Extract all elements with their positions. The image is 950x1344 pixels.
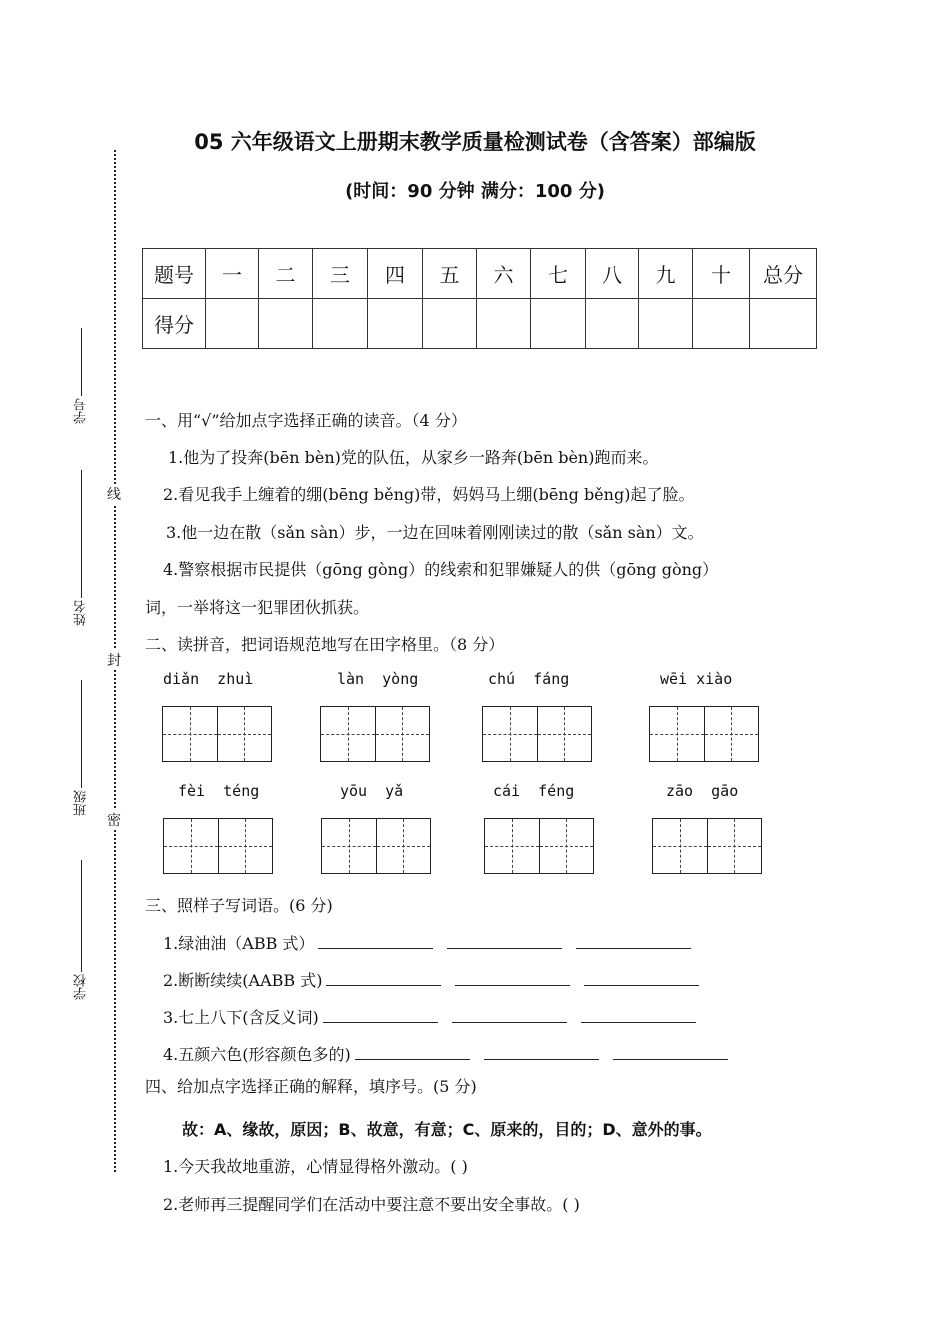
tianzige-grid[interactable] [482,706,592,762]
table-cell: 九 [639,249,693,299]
score-input-cell[interactable] [693,299,750,349]
pinyin-label: zāo gāo [666,782,739,800]
table-cell: 七 [531,249,586,299]
pinyin-label: chú fáng [488,670,570,688]
seal-mark-seal: 封 [105,650,123,670]
school-label: 学校 [74,974,89,1000]
section1-item-4[interactable]: 4.警察根据市民提供（gōng gòng）的线索和犯罪嫌疑人的供（gōng gòng） [163,560,719,579]
table-cell: 二 [259,249,313,299]
table-cell: 一 [206,249,259,299]
section1-title: 一、用“√”给加点字选择正确的读音。（4 分） [145,411,467,430]
section3-title: 三、照样子写词语。(6 分) [145,896,333,915]
pinyin-label: cái féng [493,782,575,800]
answer-blank[interactable] [323,1008,438,1023]
score-input-cell[interactable] [423,299,477,349]
tianzige-grid[interactable] [649,706,759,762]
pinyin-label: wēi xiào [660,670,733,688]
section3-item-label: 3.七上八下(含反义词) [163,1008,319,1027]
table-cell: 五 [423,249,477,299]
tianzige-grid[interactable] [484,818,594,874]
pinyin-label: diǎn zhuì [163,670,254,688]
section4-item-2[interactable]: 2.老师再三提醒同学们在活动中要注意不要出安全事故。( ) [163,1195,580,1214]
table-cell: 三 [313,249,368,299]
section3-item-label: 4.五颜六色(形容颜色多的) [163,1045,351,1064]
table-cell: 得分 [143,299,206,349]
table-cell: 十 [693,249,750,299]
section4-title: 四、给加点字选择正确的解释，填序号。(5 分) [145,1077,477,1096]
answer-blank[interactable] [484,1045,599,1060]
score-input-cell[interactable] [531,299,586,349]
class-label: 班级 [74,790,89,816]
class-field[interactable] [72,680,91,816]
score-input-cell[interactable] [477,299,531,349]
pinyin-label: làn yòng [337,670,419,688]
section1-item-1[interactable]: 1.他为了投奔(bēn bèn)党的队伍，从家乡一路奔(bēn bèn)跑而来。 [168,448,659,467]
student-name-field[interactable] [72,470,91,626]
section4-options: 故：A、缘故，原因；B、故意，有意；C、原来的，目的；D、意外的事。 [182,1120,712,1139]
section2-title: 二、读拼音，把词语规范地写在田字格里。（8 分） [145,635,505,654]
tianzige-grid[interactable] [162,706,272,762]
score-input-cell[interactable] [368,299,423,349]
table-cell: 八 [586,249,639,299]
section1-item-4-cont: 词，一举将这一犯罪团伙抓获。 [145,598,370,617]
student-id-label: 学号 [74,398,89,424]
answer-blank[interactable] [455,971,570,986]
answer-blank[interactable] [576,934,691,949]
section1-item-3[interactable]: 3.他一边在散（sǎn sàn）步，一边在回味着刚刚读过的散（sǎn sàn）文。 [166,523,704,542]
pinyin-label: fèi téng [178,782,260,800]
section4-item-1[interactable]: 1.今天我故地重游，心情显得格外激动。( ) [163,1157,468,1176]
tianzige-grid[interactable] [321,818,431,874]
exam-subtitle: (时间：90 分钟 满分：100 分) [345,181,605,202]
seal-mark-line: 线 [105,484,123,504]
answer-blank[interactable] [581,1008,696,1023]
table-cell: 总分 [750,249,817,299]
answer-blank[interactable] [318,934,433,949]
student-id-field[interactable] [72,328,91,424]
score-table [142,248,817,349]
table-cell: 题号 [143,249,206,299]
student-name-label: 姓名 [74,600,89,626]
score-input-cell[interactable] [750,299,817,349]
pinyin-label: yōu yǎ [340,782,404,800]
score-input-cell[interactable] [586,299,639,349]
score-input-cell[interactable] [313,299,368,349]
score-input-cell[interactable] [206,299,259,349]
answer-blank[interactable] [326,971,441,986]
seal-mark-secret: 密 [105,810,123,830]
section3-item-label: 1.绿油油（ABB 式） [163,934,315,953]
answer-blank[interactable] [452,1008,567,1023]
tianzige-grid[interactable] [652,818,762,874]
answer-blank[interactable] [584,971,699,986]
tianzige-grid[interactable] [163,818,273,874]
section3-item-4 [163,1042,728,1065]
answer-blank[interactable] [355,1045,470,1060]
answer-blank[interactable] [447,934,562,949]
section1-item-2[interactable]: 2.看见我手上缠着的绷(bēng běng)带，妈妈马上绷(bēng běng)起了脸。 [163,485,695,504]
section3-item-label: 2.断断续续(AABB 式) [163,971,323,990]
table-cell: 六 [477,249,531,299]
section3-item-3 [163,1005,696,1028]
section3-item-1 [163,931,691,954]
score-table-score-row [143,299,817,349]
score-input-cell[interactable] [639,299,693,349]
exam-title: 05 六年级语文上册期末教学质量检测试卷（含答案）部编版 [194,130,756,154]
school-field[interactable] [72,860,91,1000]
score-table-header-row [143,249,817,299]
table-cell: 四 [368,249,423,299]
answer-blank[interactable] [613,1045,728,1060]
section3-item-2 [163,968,699,991]
score-input-cell[interactable] [259,299,313,349]
tianzige-grid[interactable] [320,706,430,762]
